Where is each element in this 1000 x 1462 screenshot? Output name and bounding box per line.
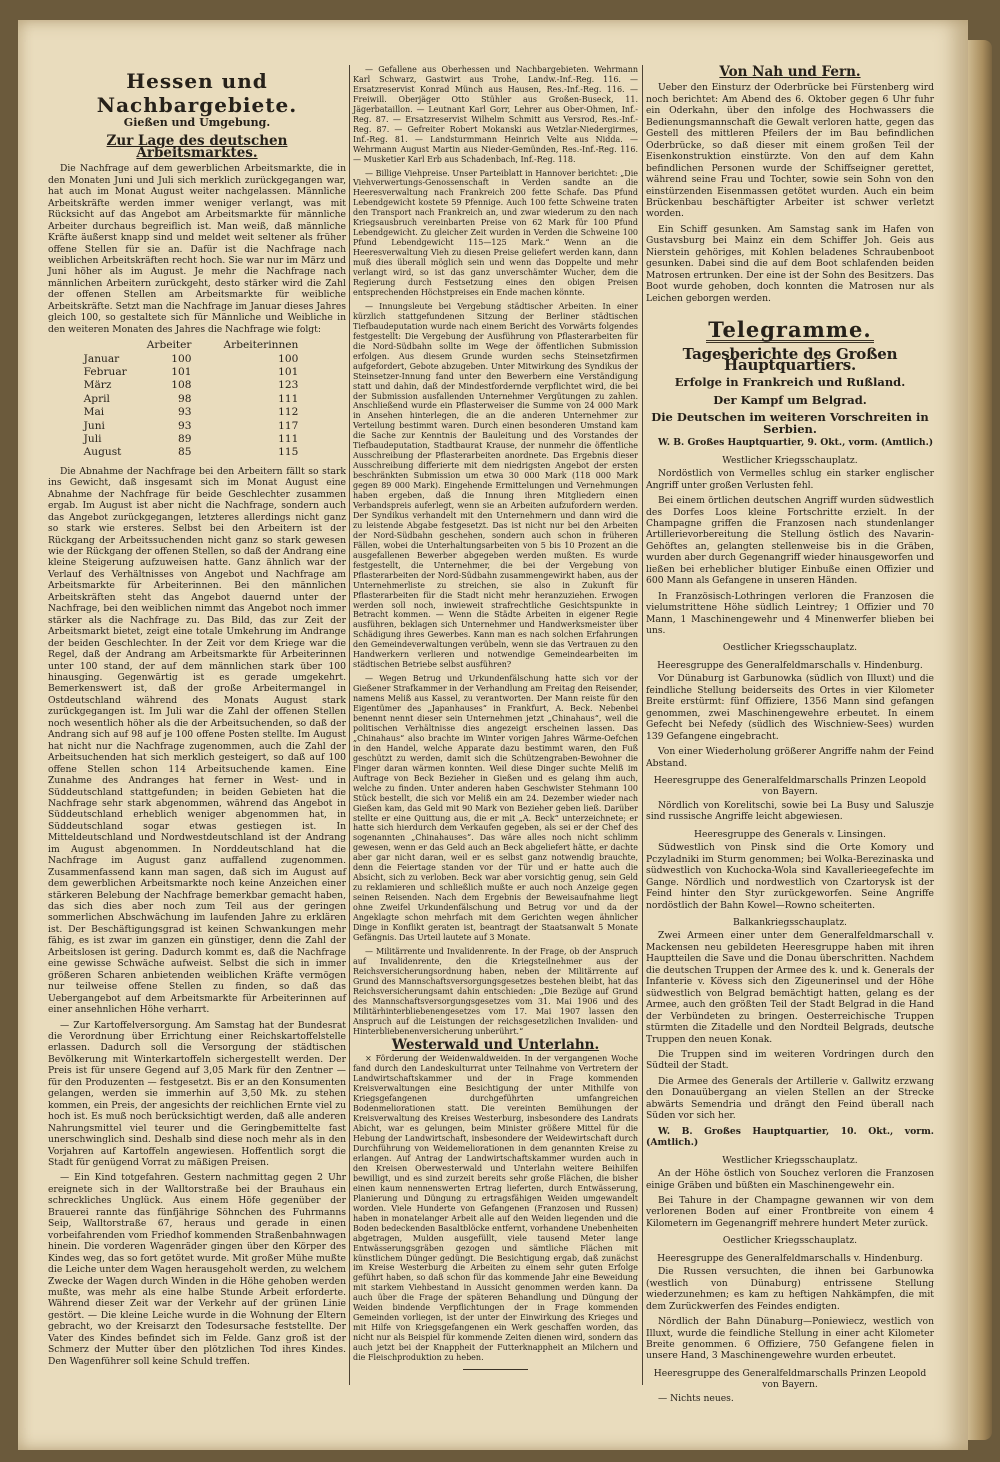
- demand-table: [74, 339, 321, 460]
- table-cell: 93: [178, 406, 192, 419]
- table-cell: 117: [278, 419, 299, 432]
- table-row: [74, 406, 321, 419]
- subhead: Oestlicher Kriegsschauplatz.: [722, 1235, 858, 1247]
- report-paragraph: Die Truppen sind im weiteren Vordringen durch den Südteil der Stadt.: [646, 1048, 934, 1072]
- news-item-militaer: — Militärrente und Invalidenrente. In der Frage, ob der Anspruch auf Invalidenrente, den die Kriegsteilnehmer aus der Reichsversicherungsordnung haben, neben der Militärrente auf Grund des Mannschaftsversorgungsgesetzes bestehen bleibt, hat das Reichsversicherungsamt dahin entschieden: „Die Bezüge auf Grund des Mannschaftsversorgungsgesetzes vom 31. Mai 1906 und des Militärhinterbliebenengesetzes vom 17. Mai 1907 lassen den Anspruch auf die Leistungen der reichsgesetzlichen Invaliden- und Hinterbliebenenversicherung unberührt.“: [353, 946, 638, 1036]
- army-group-head: Heeresgruppe des Generalfeldmarschalls v. Hindenburg.: [657, 1252, 923, 1264]
- report-paragraph: Nördlich von Korelitschi, sowie bei La Busy und Saluszje sind russische Angriffe leicht abgewiesen.: [646, 799, 934, 823]
- subhead: Oestlicher Kriegsschauplatz.: [722, 642, 858, 654]
- headline: Der Kampf um Belgrad.: [713, 392, 867, 407]
- column-2: [353, 65, 638, 1376]
- table-row: [74, 433, 321, 446]
- table-cell: 93: [178, 419, 192, 432]
- report-paragraph: Bei einem örtlichen deutschen Angriff wurden südwestlich des Dorfes Loos kleine Fortschritte erzielt. In der Champagne griffen die Franzosen nach stundenlanger Artillerievorbereitung die Stellung östlich des Navarin-Gehöftes an, gelangten stellenweise bis in die Gräben, wurden aber durch Gegenangriff wieder hinausgeworfen und ließen bei erheblicher blutiger Einbuße einen Offizier und 600 Mann als Gefangene in unseren Händen.: [646, 495, 934, 587]
- table-header-row: [74, 339, 321, 352]
- table-cell: 100: [171, 352, 192, 365]
- column-rule: [349, 65, 350, 1385]
- news-item-weiden: × Förderung der Weidenwaldweiden. In der vergangenen Woche fand durch den Landeskulturrat unter Teilnahme von Vertretern der Landwirtschaftskammer und der in Frage kommenden Kreisverwaltungen eine Besichtigung der unter Mithilfe von Kriegsgefangenen durchgeführten umfangreichen Bodenmeliorationen statt. Die vereinten Bemühungen der Kreisverwaltung des Kreises Westerburg, insbesondere des Landrats Abicht, war es gelungen, beim Minister größere Mittel für die Hebung der Landwirtschaft, insbesondere der Weidewirtschaft durch Durchführung von Weidemeliorationen in dem genannten Kreise zu erlangen. Auf Antrag der Landwirtschaftskammer wurden auch in den Kreisen Oberwesterwald und Unterlahn weitere Beihilfen bewilligt, und es sind zurzeit bereits sehr große Flächen, die bisher einen kaum nennenswerten Ertrag lieferten, durch Entwässerung, Planierung und Düngung zu ertragsfähigen Weiden umgewandelt worden. Viele Hunderte von Gefangenen (Franzosen und Russen) haben in monatelanger Arbeit alle auf den Weiden liegenden und die Boden bedeckenden Basaltblöcke entfernt, vorhandene Unebenheiten abgetragen, Mulden ausgefüllt, viele tausend Meter lange Entwässerungsgräben gezogen und sämtliche Flächen mit künstlichem Dünger gedüngt. Die Besichtigung ergab, daß zunächst im Kreise Westerburg die Arbeiten zu einem sehr guten Erfolge geführt haben, so daß schon für das kommende Jahr eine Beweidung mit starkem Viehbestand in Aussicht genommen werden kann. Da auch über die Frage der späteren Behandlung und Düngung der Weiden bindende Verpflichtungen der in Frage kommenden Gemeinden vorliegen, ist der unter der Einwirkung des Krieges und mit Hilfe von Kriegsgefangenen ein Werk geschaffen worden, das nicht nur als Beispiel für kommende Zeiten dienen wird, sondern das auch jetzt bei der Knappheit der Futterknappheit an Milchern und die Fleischproduktion zu heben.: [353, 1054, 638, 1363]
- headline: Erfolge in Frankreich und Rußland.: [674, 375, 906, 390]
- subhead: Balkankriegsschauplatz.: [733, 917, 847, 928]
- section-title-hessen: Hessen und Nachbargebiete.: [96, 69, 298, 117]
- table-row: [74, 379, 321, 392]
- table-row: [74, 353, 321, 366]
- book-binding: [968, 40, 992, 1440]
- divider: [463, 1369, 528, 1370]
- army-group-head: Heeresgruppe des Generalfeldmarschalls Prinzen Leopold von Bayern.: [653, 775, 927, 798]
- army-group-head: Heeresgruppe des Generals v. Linsingen.: [694, 828, 886, 840]
- news-item-vieh: — Billige Viehpreise. Unser Parteiblatt in Hannover berichtet: „Die Viehverwertungs-Genossenschaft in Verden sandte an die Heeresverwaltung nach Frankreich 200 fette Schafe. Das Pfund Lebendgewicht kostete 59 Pfennige. Auch 100 fette Schweine traten den Transport nach Frankreich an, und zwar wiederum zu den nach Kriegsausbruch vereinbarten Preise von 62 Mark für 100 Pfund Lebendgewicht. Zu gleicher Zeit wurden in Verden die Schweine 100 Pfund Lebendgewicht 115—125 Mark.“ Wenn an die Heeresverwaltung Vieh zu diesen Preise geliefert werden kann, dann muß dies überall möglich sein und wenn das Doppelte und mehr verlangt wird, so ist das ganz unverschämter Wucher, dem die Regierung durch Festsetzung eines den obigen Preisen entsprechenden Höchstpreises ein Ende machen könnte.: [353, 168, 638, 297]
- dateline: W. B. Großes Hauptquartier, 9. Okt., vorm. (Amtlich.): [658, 437, 934, 449]
- dateline: W. B. Großes Hauptquartier, 10. Okt., vorm. (Amtlich.): [646, 1125, 934, 1149]
- report-paragraph: — Nichts neues.: [658, 1392, 734, 1404]
- report-paragraph: Südwestlich von Pinsk sind die Orte Komory und Pczyladniki im Sturm genommen; bei Wolka-Berezinaska und südwestlich von Kuchocka-Wola sind Kavallerieegefechte im Gange. Nördlich und nordwestlich von Czartorysk ist der Feind hinter den Styr zurückgeworfen. Seine Angriffe nordöstlich der Bahn Kowel—Rowno scheiterten.: [646, 842, 934, 911]
- subhead: Westlicher Kriegsschauplatz.: [722, 1154, 858, 1166]
- army-group-head: Heeresgruppe des Generalfeldmarschalls v. Hindenburg.: [657, 659, 923, 671]
- table-cell: 89: [178, 433, 192, 445]
- table-row: [74, 420, 321, 433]
- table-cell: Juli: [83, 433, 102, 445]
- section-subtitle: Gießen und Umgebung.: [123, 116, 271, 129]
- table-cell: Juni: [83, 419, 105, 432]
- table-cell: 123: [278, 379, 299, 392]
- column-rule: [642, 65, 643, 1385]
- telegramme-title: Telegramme.: [708, 317, 872, 343]
- report-paragraph: In Französisch-Lothringen verloren die Franzosen die vielumstrittene Höhe südlich Leintrey; 1 Offizier und 70 Mann, 1 Maschinengewehr und 4 Minenwerfer blieben bei uns.: [646, 590, 934, 637]
- report-paragraph: Die Russen versuchten, die ihnen bei Garbunowka (westlich von Dünaburg) entrissene Stellung wiederzunehmen; es kam zu heftigen Nahkämpfen, die mit dem Zurückwerfen des Feindes endigten.: [646, 1266, 934, 1312]
- article-title-arbeitsmarkt: Zur Lage des deutschen Arbeitsmarktes.: [106, 133, 288, 161]
- article-paragraph: Die Abnahme der Nachfrage bei den Arbeitern fällt so stark ins Gewicht, daß insgesamt sich im Monat August eine Abnahme der Nachfrage für beide Geschlechter zusammen ergab. Im August ist aber nicht die Nachfrage, sondern auch das Angebot zurückgegangen, letzteres allerdings nicht ganz so stark wie ersteres. Selbst bei den Arbeitern ist der Rückgang der Arbeitssuchenden nicht ganz so stark gewesen wie der Rückgang der offenen Stellen, so daß der Andrang eine kleine Steigerung aufzuweisen hatte. Ganz ähnlich war der Verlauf des Verhältnisses von Angebot und Nachfrage am Arbeitsmarkte für Arbeiterinnen. Bei den männlichen Arbeitskräften steht das Angebot dauernd unter der Nachfrage, bei den weiblichen nimmt das Angebot noch immer stärker als die Nachfrage zu. Das Bild, das zur Zeit der Arbeitsmarkt bietet, zeigt eine totale Umkehrung im Andrange der beiden Geschlechter. In der Zeit vor dem Kriege war die Regel, daß der Andrang am Arbeitsmarkte für Arbeiterinnen unter 100 stand, der auf dem männlichen stark über 100 hinausging. Gegenwärtig ist es gerade umgekehrt. Bemerkenswert ist, daß der große Arbeitermangel in Ostdeutschland während des Monats August stark zurückgegangen ist. Im Juli war die Zahl der offenen Stellen noch wesentlich höher als die der Arbeitsuchenden, so daß der Andrang sich auf 98 auf je 100 offene Posten stellte. Im August hat nicht nur die Nachfrage zugenommen, auch die Zahl der Arbeitsuchenden hat sich merklich gesteigert, so daß auf 100 offene Stellen schon 114 Arbeitsuchende kamen. Eine Zunahme des Andranges hat ferner in West- und in Süddeutschland stattgefunden; in beiden Gebieten hat die Nachfrage sehr stark abgenommen, während das Angebot in Süddeutschland erheblich weniger abgenommen hat, in Süddeutschland sogar etwas gestiegen ist. In Mitteldeutschland und Nordwestdeutschland ist der Andrang im August abgenommen. In Norddeutschland hat die Nachfrage im August ganz auffallend zugenommen. Zusammenfassend kann man sagen, daß sich im August auf dem gewerblichen Arbeitsmarkte noch keine Anzeichen einer stärkeren Belebung der Nachfrage bemerkbar gemacht haben, das sich dies aber noch zum Teil aus der geringen sommerlichen Abschwächung im laufenden Jahre zu erklären ist. Der Beschäftigungsgrad ist keinen Schwankungen mehr fähig, es ist zwar im ganzen ein günstiger, denn die Zahl der Arbeitslosen ist gering. Dadurch kommt es, daß die Nachfrage eine gewisse Schwäche aufweist. Selbst die sich in immer größeren Scharen anbietenden weiblichen Kräfte vermögen nur teilweise offene Stellen zu finden, so daß das Uebergangebot auf dem Arbeitsmarkte für Arbeiterinnen auf einer ansehnlichen Höhe verharrt.: [48, 465, 346, 1016]
- news-item-gefallene: — Gefallene aus Oberhessen und Nachbargebieten. Wehrmann Karl Schwarz, Gastwirt aus Trohe, Landw.-Inf.-Reg. 116. — Ersatzreservist Konrad Münch aus Hausen, Res.-Inf.-Reg. 116. — Freiwill. Oberjäger Otto Stühler aus Großen-Buseck, 11. Jägerbataillon. — Leutnant Karl Gorr, Lehrer aus Ober-Ohmen, Inf.-Reg. 87. — Ersatzreservist Wilhelm Schmitt aus Versrod, Res.-Inf.-Reg. 87. — Gefreiter Robert Mokanski aus Wetzlar-Niedergirmes, Inf.-Reg. 81. — Landsturmmann Heinrich Velte aus Nidda. — Wehrmann August Martin aus Nieder-Gemünden, Res.-Inf.-Reg. 116. — Musketier Karl Erb aus Schadenbach, Inf.-Reg. 118.: [353, 65, 638, 164]
- table-row: [74, 366, 321, 379]
- news-item-kind: — Ein Kind totgefahren. Gestern nachmittag gegen 2 Uhr ereignete sich in der Walltorstraße bei der Brauhaus ein schreckliches Unglück. Aus einem Höfe gegenüber der Brauerei rannte das fünfjährige Söhnchen des Fuhrmanns Seip, Walltorstraße 67, heraus und gerade in einen vorbeifahrenden vom Friedhof kommenden Straßenbahnwagen hinein. Die vorderen Wagenräder gingen über den Körper des Kindes weg, das so fort getötet wurde. Mit großer Mühe mußte die Leiche unter dem Wagen herausgeholt werden, zu welchem Zwecke der Wagen durch Winden in die Höhe gehoben werden mußte, was mehr als eine halbe Stunde Arbeit erforderte. Während dieser Zeit war der Verkehr auf der grünen Linie gestört. — Die kleine Leiche wurde in die Wohnung der Eltern gebracht, wo der Kreisarzt den Todesursache feststellte. Der Vater des Kindes befindet sich im Felde. Ganz groß ist der Schmerz der Mutter über den plötzlichen Tod ihres Kindes. Den Wagenführer soll keine Schuld treffen.: [48, 1172, 346, 1367]
- table-cell: 101: [278, 365, 299, 378]
- report-paragraph: Zwei Armeen einer unter dem Generalfeldmarschall v. Mackensen neu gebildeten Heeresgruppe haben mit ihren Hauptteilen die Save und die Donau überschritten. Nachdem die deutschen Truppen der Armee des k. und k. Generals der Infanterie v. Kövess sich den Zigeunerinsel und der Höhe südwestlich von Belgrad bemächtigt hatten, gelang es der Armee, auch den größten Teil der Stadt Belgrad in die Hand der Verbündeten zu bringen. Oesterreichische Truppen stürmten die Zitadelle und den Nordteil Belgrads, deutsche Truppen den neuen Konak.: [646, 930, 934, 1045]
- table-cell: 100: [278, 352, 299, 365]
- table-cell: 85: [178, 446, 192, 459]
- tagesberichte-title: Tagesberichte des Großen Hauptquartiers.: [682, 344, 898, 374]
- table-cell: Januar: [83, 352, 120, 365]
- news-item-betrug: — Wegen Betrug und Urkundenfälschung hatte sich vor der Gießener Strafkammer in der Verhandlung am Freitag den Reisender, namens Meliß aus Kassel, zu verantworten. Der Mann reiste für den Eigentümer des „Japanhauses“ in Frankfurt, A. Beck. Nebenbei benennt nennt dieser sein Unternehmen jetzt „Chinahaus“, weil die politischen Verhältnisse dies angezeigt erscheinen lassen. Das „Chinahaus“ also brachte im Winter vorigen Jahres Wärme-Oefchen in den Handel, welche Apparate dazu bestimmt waren, den Fuß geschützt zu werden, damit sich die Schützengraben-Bewohner die Finger daran wärmen konnten. Weil diese Dinger suchte Meliß im Auftrage von Beck Bezieher in Gießen und es gelang ihm auch, welche zu finden. Unter anderen haben Geschwister Stehmann 100 Stück bestellt, die sich vor Meliß ein am 24. Dezember wieder nach Gießen kam, das Geld mit 90 Mark von Bezieher geben ließ. Darüber stellte er eine Quittung aus, die er mit „A. Beck“ unterzeichnete; er hatte sich hierdurch dem Verkaufen gegeben, als sei er der Chef des sogenannten „Chinahauses“. Das wäre alles noch nicht schlimm gewesen, wenn er das Geld auch an Beck abgeliefert hätte, er dachte aber gar nicht daran, weil er es selbst ganz notwendig brauchte, denn die Feiertage standen vor der Tür und er hatte auch die Absicht, sich zu verloben. Beck war aber vorsichtig genug, sein Geld zu reklamieren und schließlich mußte er auch noch Anzeige gegen seinen Reisenden. Nach dem Ergebnis der Beweisaufnahme liegt ohne Zweifel Urkundenfälschung und Betrug vor und da der Angeklagte schon mehrfach mit dem Gerichten wegen ähnlicher Dinge in Konflikt geraten ist, beantragt der Staatsanwalt 5 Monate Gefängnis. Das Urteil lautete auf 3 Monate.: [353, 674, 638, 942]
- column-3: [646, 65, 934, 1408]
- table-cell: 108: [171, 379, 192, 392]
- report-paragraph: Nordöstlich von Vermelles schlug ein starker englischer Angriff unter großen Verlusten fehl.: [646, 468, 934, 491]
- headline: Die Deutschen im weiteren Vorschreiten in Serbien.: [651, 410, 929, 436]
- table-header-cell: Arbeiter: [146, 339, 192, 352]
- article-paragraph: Die Nachfrage auf dem gewerblichen Arbeitsmarkte, die in den Monaten Juni und Juli sich merklich zurückgegangen war, hat auch im Monat August weiter nachgelassen. Männliche Arbeitskräfte werden immer weniger verlangt, was mit Rücksicht auf das Angebot am Arbeitsmarkte für männliche Arbeiter durchaus begreiflich ist. Man weiß, daß männliche Kräfte äußerst knapp sind und meldet weit seltener als früher offene Stellen für sie an. Dafür ist die Nachfrage nach weiblichen Arbeitskräften recht hoch. Sie war nur im März und Juni höher als im August. Je mehr die Nachfrage nach männlichen Arbeitern zurückgeht, desto stärker wird die Zahl der offenen Stellen am Arbeitsmarkte für weibliche Arbeitskräfte. Setzt man die Nachfrage im Januar dieses Jahres gleich 100, so gestaltete sich für Männliche und Weibliche in den weiteren Monaten des Jahres die Nachfrage wie folgt:: [48, 163, 346, 335]
- report-paragraph: Bei Tahure in der Champagne gewannen wir von dem verlorenen Boden auf einer Frontbreite von einem 4 Kilometern im Gegenangriff mehrere hundert Meter zurück.: [646, 1194, 934, 1229]
- table-cell: März: [83, 379, 112, 392]
- table-cell: 112: [278, 406, 299, 419]
- report-paragraph: An der Höhe östlich von Souchez verloren die Franzosen einige Gräben und büßten ein Maschinengewehr ein.: [646, 1168, 934, 1191]
- news-item-innung: — Innungsleute bei Vergebung städtischer Arbeiten. In einer kürzlich stattgefundenen Sitzung der Berliner städtischen Tiefbaudeputation wurde nach einem Bericht des Vorwärts folgendes festgestellt: Die Vergebung der Ausführung von Pflasterarbeiten für die Nord-Südbahn sollte im Wege der öffentlichen Submission erfolgen. Aus diesem Grunde wurden sechs Steinsetzfirmen aufgefordert, Gebote abzugeben. Unter Mitwirkung des Syndikus der Steinsetzer-Innung fand unter den Bewerbern eine Verständigung statt und dahin, daß der Mindestfordernde verpflichtet wird, die bei der Submission ausfallenden Unternehmer Vergütungen zu zahlen. Anschließend wurde ein Pflasterweiser die Summe von 24 000 Mark in Ansehen hinterlegen, die an die anderen Unternehmer zur Verteilung bestimmt waren. Durch einen besonderen Umstand kam die Sache zur Kenntnis der Bauleitung und des Vorstandes der Tiefbaudeputation, Stadtbaurat Krause, der nunmehr die öffentliche Ausschreibung der Pflasterarbeiten anordnete. Das Ergebnis dieser Ausschreibung differierte mit dem niedrigsten Angebot der ersten beschränkten Submission um etwa 30 000 Mark (118 000 Mark gegen 89 000 Mark). Eingehende Ermittelungen und Vernehmungen haben ergeben, daß die Innung ihren Mitgliedern einen Verbandspreis auferlegt, wenn sie an Arbeiten aufzufordern werden. Der Syndikus verhandelt mit den Unternehmern und dann wird die zu leistende Abgabe festgesetzt. Das ist nicht nur bei den Arbeiten der Nord-Südbahn geschehen, sondern auch schon in früheren Fällen, wobei die Unterhaltungsarbeiten von 5 bis 10 Prozent an die ausgefallenen Bewerber abgegeben werden mußten. Es wurde festgestellt, die Unternehmer, die bei der Vergebung von Pflasterarbeiten der Nord-Südbahn zusammengewirkt haben, aus der Unternehmerliste zu streichen, sie also in Zukunft für Pflasterarbeiten für die Stadt nicht mehr heranzuziehen. Erwogen werden soll noch, inwieweit strafrechtliche Gesichtspunkte in Betracht kommen. — Wenn die Städte Arbeiten in eigener Regie ausführen, beklagen sich Unternehmer und Handwerksmeister über Schädigung ihres Gewerbes. Kann man es nach solchen Erfahrungen den Gemeindeverwaltungen verübeln, wenn sie das Vertrauen zu den Handwerkern verlieren und notwendige Gemeindearbeiten im städtischen Betriebe selbst ausführen?: [353, 301, 638, 670]
- table-cell: 98: [178, 392, 192, 405]
- table-cell: 111: [278, 392, 299, 405]
- table-cell: August: [83, 446, 122, 459]
- report-paragraph: Nördlich der Bahn Dünaburg—Poniewiecz, westlich von Illuxt, wurde die feindliche Stellung in einer acht Kilometer Breite genommen. 6 Offiziere, 750 Gefangene fielen in unsere Hand, 3 Maschinengewehre wurden erbeutet.: [646, 1316, 934, 1362]
- table-cell: Mai: [83, 406, 105, 419]
- army-group-head: Heeresgruppe des Generalfeldmarschalls Prinzen Leopold von Bayern.: [653, 1367, 927, 1391]
- table-header-cell: Arbeiterinnen: [223, 339, 299, 352]
- news-item-bruecke: Ueber den Einsturz der Oderbrücke bei Fürstenberg wird noch berichtet: Am Abend des 6. Oktober gegen 6 Uhr fuhr ein Oderkahn, über den infolge des Hochwassers die Bedienungsmannschaft die Gewalt verloren hatte, gegen das Gestell des mittleren Pfeilers der im Bau befindlichen Oderbrücke, so daß dieser mit einem großen Teil der Eisenkonstruktion einstürzte. Von den auf dem Kahn befindlichen Personen wurde der Schiffseigner gerettet, während seine Frau und Tochter, sowie sein Sohn von den einstürzenden Eisenmassen getötet wurden. Auch ein beim Brückenbau beschäftigter Arbeiter ist schwer verletzt worden.: [646, 82, 934, 220]
- table-cell: 101: [171, 365, 192, 378]
- table-cell: 111: [278, 433, 299, 445]
- table-row: [74, 393, 321, 406]
- news-item-kartoffel: — Zur Kartoffelversorgung. Am Samstag hat der Bundesrat die Verordnung über Errichtung einer Reichskartoffelstelle erlassen. Dadurch soll die Versorgung der städtischen Bevölkerung mit Winterkartoffeln sichergestellt werden. Der Preis ist für unsere Gegend auf 3,05 Mark für den Zentner — für den Produzenten — festgesetzt. Bis er an den Konsumenten gelangen, werden sie immerhin auf 3,50 Mk. zu stehen kommen, ein Preis, der angesichts der reichlichen Ernte viel zu hoch ist. Es muß noch berücksichtigt werden, daß alle anderen Nahrungsmittel viel teurer und die Geringbemittelte fast unerschwinglich sind. Deshalb sind diese noch mehr als in den Vorjahren auf Kartoffeln angewiesen. Hoffentlich sorgt die Stadt für genügend Vorrat zu mäßigen Preisen.: [48, 1019, 346, 1168]
- news-item-schiff: Ein Schiff gesunken. Am Samstag sank im Hafen von Gustavsburg bei Mainz ein dem Schiffer Joh. Geis aus Nierstein gehöriges, mit Kohlen beladenes Schraubenboot gesunken. Dabei sind die auf dem Boot schlafenden beiden Matrosen ertrunken. Der eine ist der Sohn des Besitzers. Das Boot wurde gehoben, doch konnten die Matrosen nur als Leichen geborgen werden.: [646, 223, 934, 304]
- table-cell: 115: [278, 446, 299, 459]
- table-row: [74, 446, 321, 459]
- report-paragraph: Vor Dünaburg ist Garbunowka (südlich von Illuxt) und die feindliche Stellung beiderseits des Ortes in vier Kilometer Breite erstürmt: fünf Offiziere, 1356 Mann sind gefangen genommen, zwei Maschinengewehre erbeutet. In einem Gefecht bei Nefedy (südlich des Wischniew-Sees) wurden 139 Gefangene eingebracht.: [646, 673, 934, 742]
- newspaper-page: [18, 20, 968, 1450]
- column-1: [48, 65, 346, 1371]
- section-title-nah-fern: Von Nah und Fern.: [719, 64, 861, 80]
- table-cell: April: [83, 392, 110, 405]
- table-cell: Februar: [83, 365, 127, 378]
- report-paragraph: Die Armee des Generals der Artillerie v. Gallwitz erzwang den Donauübergang an vielen Stellen an der Strecke abwärts Semendria und drängt den Feind überall nach Süden vor sich her.: [646, 1075, 934, 1122]
- subhead: Westlicher Kriegsschauplatz.: [722, 454, 858, 466]
- report-paragraph: Von einer Wiederholung größerer Angriffe nahm der Feind Abstand.: [646, 746, 934, 769]
- section-title-westerwald: Westerwald und Unterlahn.: [391, 1036, 600, 1053]
